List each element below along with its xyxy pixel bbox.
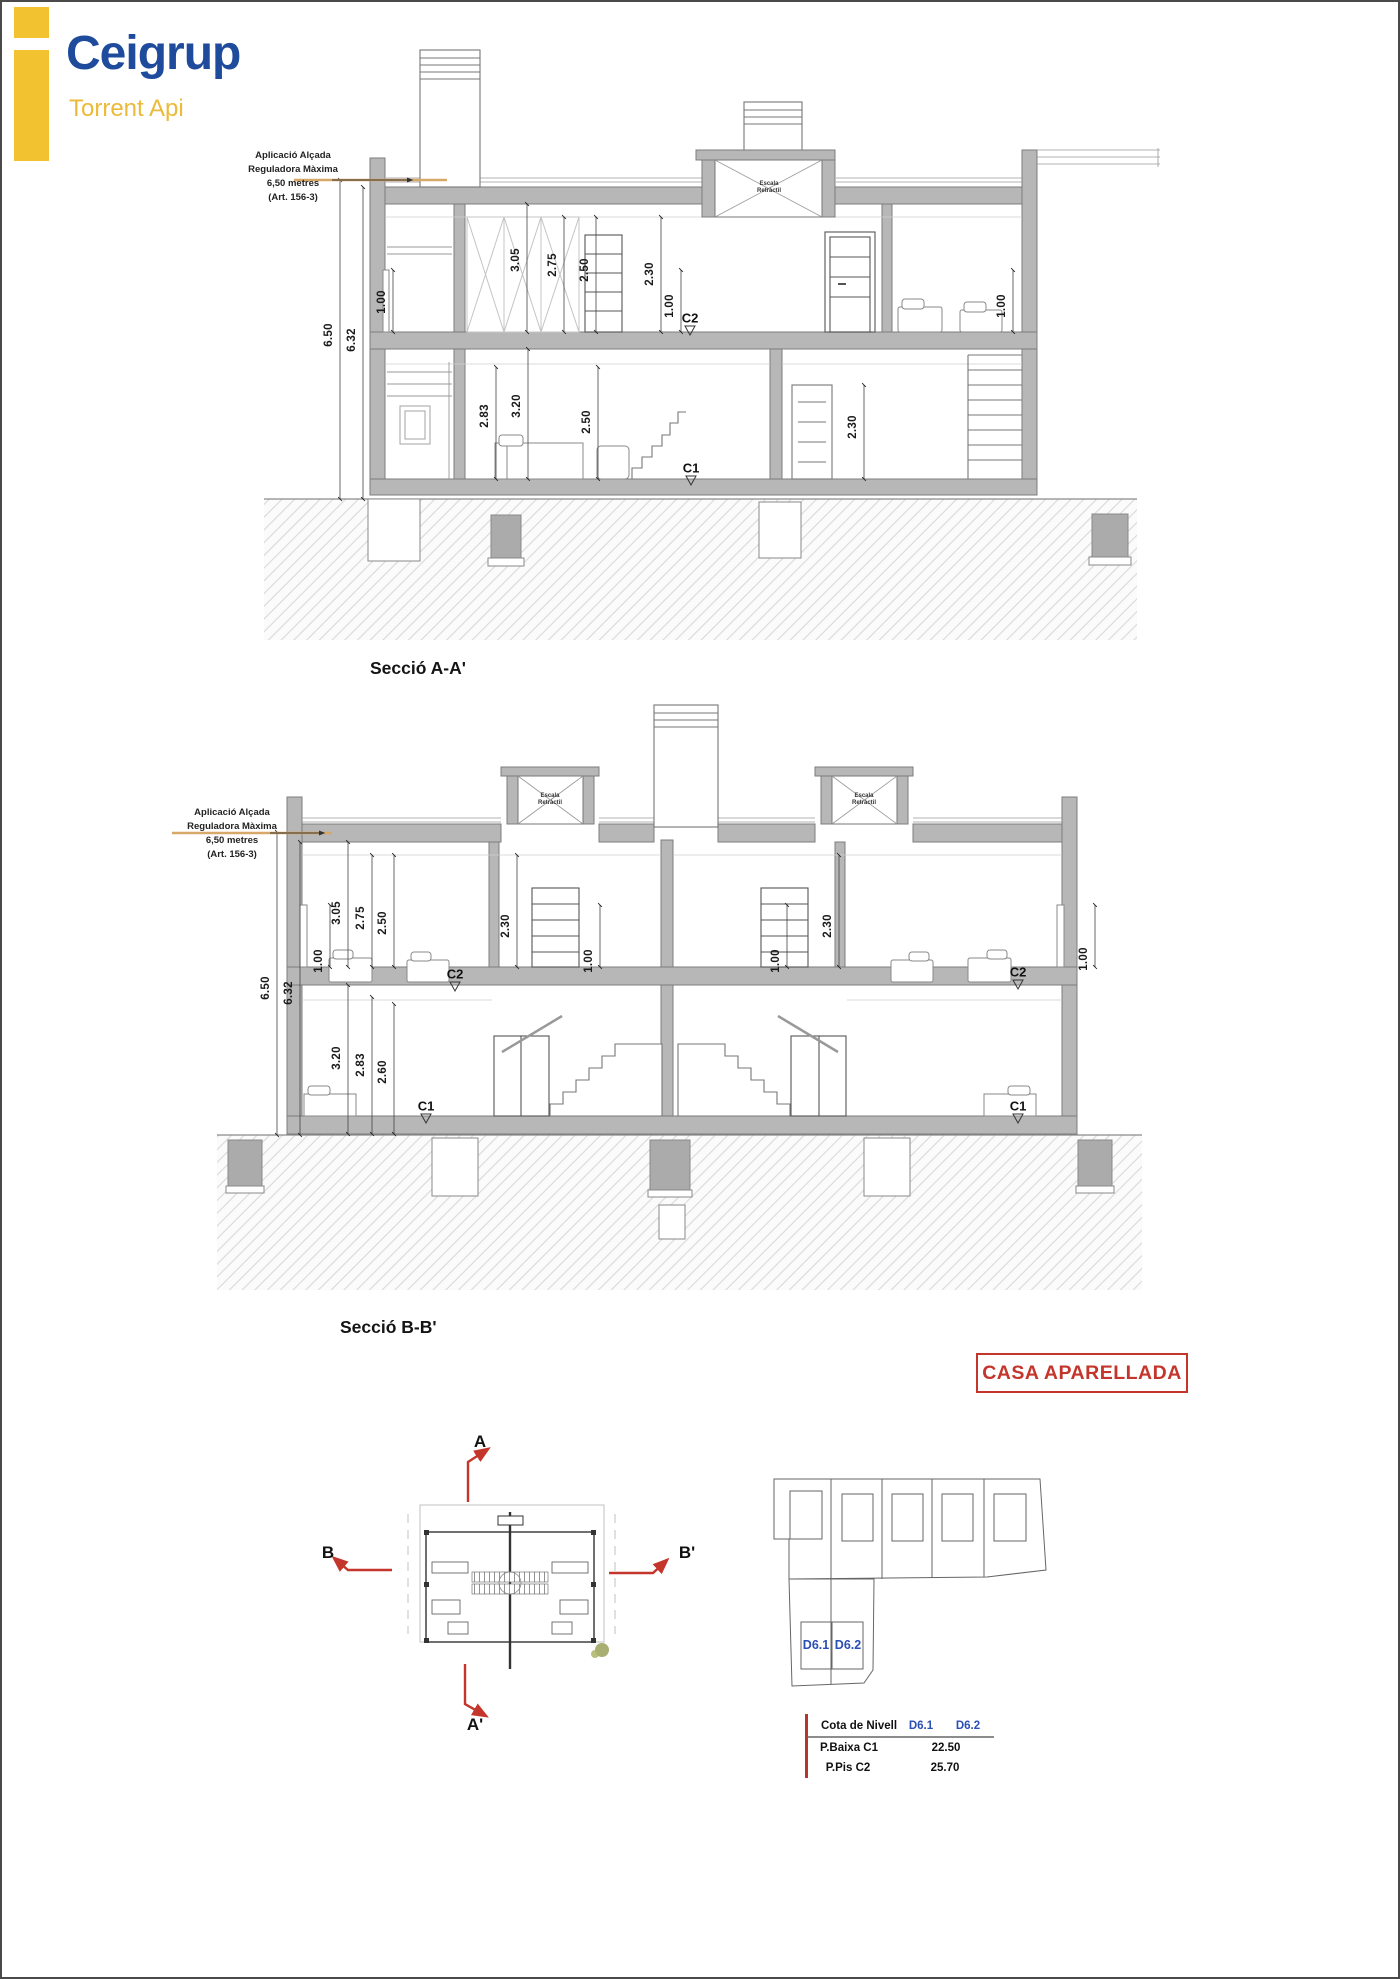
- section-marker-b: B: [321, 1543, 335, 1562]
- brand-name: Ceigrup: [66, 27, 241, 80]
- upper-door-a: [825, 232, 875, 332]
- dim-label: 1.00: [376, 290, 388, 314]
- site-plan-drawing: [774, 1479, 1046, 1686]
- dim-label: 2.83: [479, 404, 491, 428]
- table-row-label: P.Pis C2: [825, 1762, 871, 1774]
- architectural-linework: [2, 2, 1400, 1979]
- table-header-d62: D6.2: [955, 1720, 981, 1732]
- dim-label: 6.32: [346, 328, 358, 352]
- dim-label: 3.05: [331, 901, 343, 925]
- dim-label: 2.30: [500, 914, 512, 938]
- brand-subtitle: Torrent Api: [69, 95, 184, 122]
- dim-label: 2.75: [355, 906, 367, 930]
- skylight-label-b-left: Escala Retràctil: [537, 793, 562, 806]
- dim-label: 2.50: [377, 911, 389, 935]
- section-a-title: Secció A-A': [370, 658, 466, 678]
- section-marker-b-prime: B': [678, 1543, 696, 1562]
- dim-label: 2.30: [847, 415, 859, 439]
- table-row-label: P.Baixa C1: [820, 1742, 878, 1754]
- dim-label: 6.50: [260, 976, 272, 1000]
- ladder-a: [585, 235, 622, 332]
- ceigrup-logo: [2, 2, 302, 172]
- folding-doors-a: [467, 217, 579, 332]
- section-a-drawing: [264, 50, 1160, 640]
- dim-label: 2.30: [644, 262, 656, 286]
- chimney-b: [654, 705, 718, 827]
- level-marker-c2: C2: [681, 310, 699, 326]
- dim-label: 3.20: [331, 1046, 343, 1070]
- key-plan-drawing: [334, 1449, 667, 1716]
- dim-label: 6.32: [283, 981, 295, 1005]
- casa-aparellada-stamp: [976, 1353, 1188, 1393]
- section-b-drawing: [172, 705, 1142, 1290]
- dim-label: 1.00: [770, 949, 782, 973]
- dim-label: 2.50: [579, 258, 591, 282]
- logo-mark-dot: [14, 7, 49, 38]
- level-marker-c2: C2: [1009, 964, 1027, 980]
- dim-label: 6.50: [323, 323, 335, 347]
- table-row-value: 25.70: [930, 1762, 960, 1774]
- plot-label-d61: D6.1: [802, 1638, 830, 1652]
- dim-label: 1.00: [1078, 947, 1090, 971]
- dim-label: 2.50: [581, 410, 593, 434]
- regulation-note-a: [237, 149, 349, 205]
- dim-label: 2.83: [355, 1053, 367, 1077]
- table-header-d61: D6.1: [908, 1720, 934, 1732]
- stamp-text: CASA APARELLADA: [982, 1361, 1182, 1384]
- note-line: (Art. 156-3): [268, 192, 318, 203]
- section-marker-a-prime: A': [466, 1715, 484, 1734]
- plot-label-d62: D6.2: [834, 1638, 862, 1652]
- bed-lower-a: [495, 435, 629, 479]
- skylight-label-a: Escala Retràctil: [756, 181, 781, 194]
- section-marker-a: A: [473, 1432, 487, 1451]
- wardrobe-a: [387, 247, 452, 479]
- section-b-title: Secció B-B': [340, 1317, 437, 1337]
- dim-label: 2.60: [377, 1060, 389, 1084]
- dim-label: 3.05: [510, 248, 522, 272]
- regulation-note-b: [176, 806, 288, 862]
- note-line: Aplicació Alçada: [255, 150, 331, 161]
- level-marker-c1: C1: [1009, 1098, 1027, 1114]
- dim-label: 3.20: [511, 394, 523, 418]
- note-line: Reguladora Màxima: [187, 821, 277, 832]
- dim-label: 1.00: [996, 294, 1008, 318]
- note-line: (Art. 156-3): [207, 849, 257, 860]
- note-line: Aplicació Alçada: [194, 807, 270, 818]
- dim-label: 1.00: [664, 294, 676, 318]
- dim-label: 1.00: [313, 949, 325, 973]
- level-marker-c2: C2: [446, 966, 464, 982]
- note-line: Reguladora Màxima: [248, 164, 338, 175]
- dim-label: 2.30: [822, 914, 834, 938]
- table-header-label: Cota de Nivell: [820, 1720, 898, 1732]
- note-line: 6,50 metres: [205, 835, 259, 846]
- note-line: 6,50 metres: [266, 178, 320, 189]
- level-marker-c1: C1: [417, 1098, 435, 1114]
- dim-label: 1.00: [583, 949, 595, 973]
- level-marker-c1: C1: [682, 460, 700, 476]
- table-row-value: 22.50: [931, 1742, 961, 1754]
- skylight-label-b-right: Escala Retràctil: [851, 793, 876, 806]
- dim-label: 2.75: [547, 253, 559, 277]
- logo-mark-stem: [14, 50, 49, 161]
